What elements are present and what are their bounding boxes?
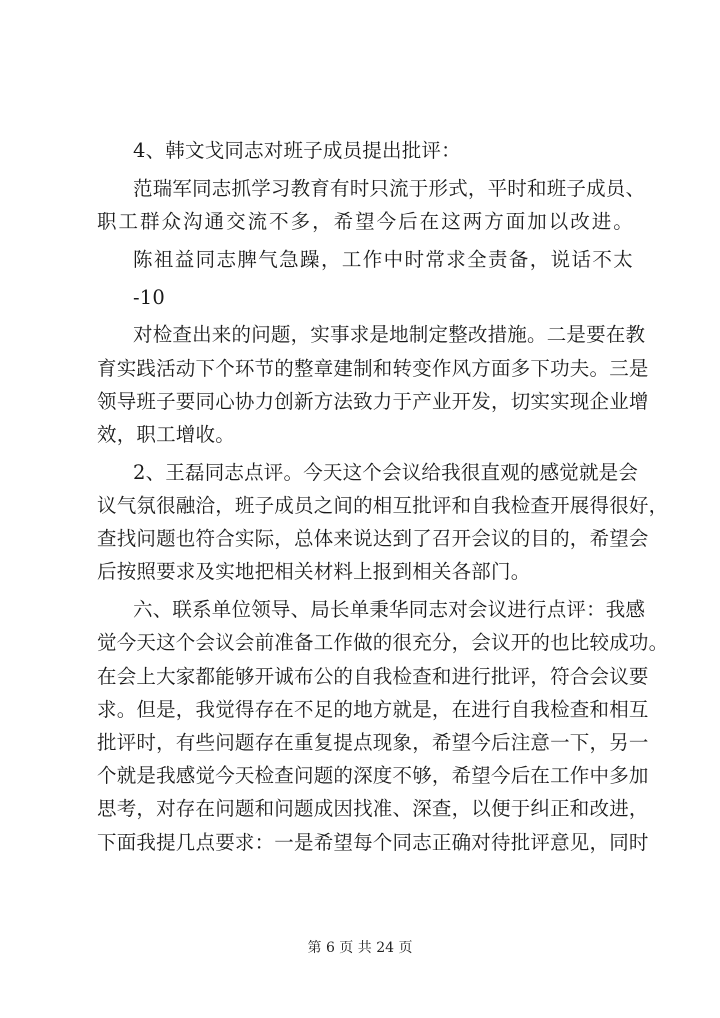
paragraph	[133, 243, 633, 276]
text-line: 在会上大家都能够开诚布公的自我检查和进行批评，符合会议要	[97, 664, 649, 688]
text-line: 4、韩文戈同志对班子成员提出批评：	[133, 139, 461, 162]
text-line: 求。但是，我觉得存在不足的地方就是，在进行自我检查和相互	[97, 697, 649, 721]
paragraph	[97, 456, 669, 589]
text-line: -10	[133, 285, 166, 309]
document-body	[97, 134, 669, 859]
text-line: 领导班子要同心协力创新方法致力于产业开发，切实实现企业增	[97, 389, 649, 413]
text-line: 个就是我感觉今天检查问题的深度不够，希望今后在工作中多加	[97, 764, 649, 788]
text-line: 议气氛很融洽，班子成员之间的相互批评和自我检查开展得很好，	[97, 494, 669, 517]
paragraph	[97, 318, 649, 451]
page-number-footer: 第 6 页 共 24 页	[307, 940, 413, 956]
paragraph	[133, 281, 633, 314]
text-line: 育实践活动下个环节的整章建制和转变作风方面多下功夫。三是	[97, 356, 649, 380]
text-line: 下面我提几点要求：一是希望每个同志正确对待批评意见，同时	[97, 830, 649, 854]
text-line: 六、联系单位领导、局长单秉华同志对会议进行点评：我感	[133, 598, 646, 622]
text-line: 范瑞军同志抓学习教育有时只流于形式，平时和班子成员、	[133, 176, 646, 200]
text-line: 2、王磊同志点评。今天这个会议给我很直观的感觉就是会	[133, 460, 639, 484]
text-line: 职工群众沟通交流不多，希望今后在这两方面加以改进。	[97, 210, 633, 233]
text-line: 后按照要求及实地把相关材料上报到相关各部门。	[97, 560, 531, 584]
paragraph	[133, 134, 633, 167]
text-line: 思考，对存在问题和问题成因找准、深查，以便于纠正和改进，	[97, 797, 649, 821]
text-line: 对检查出来的问题，实事求是地制定整改措施。二是要在教	[133, 323, 646, 347]
text-line: 查找问题也符合实际，总体来说达到了召开会议的目的，希望会	[97, 527, 649, 551]
text-line: 效，职工增收。	[97, 423, 235, 446]
text-line: 陈祖益同志脾气急躁，工作中时常求全责备，说话不太	[133, 247, 633, 271]
paragraph	[97, 593, 669, 859]
text-line: 觉今天这个会议会前准备工作做的很充分，会议开的也比较成功。	[97, 631, 669, 655]
text-line: 批评时，有些问题存在重复提点现象，希望今后注意一下，另一	[97, 731, 649, 755]
paragraph	[97, 172, 646, 238]
